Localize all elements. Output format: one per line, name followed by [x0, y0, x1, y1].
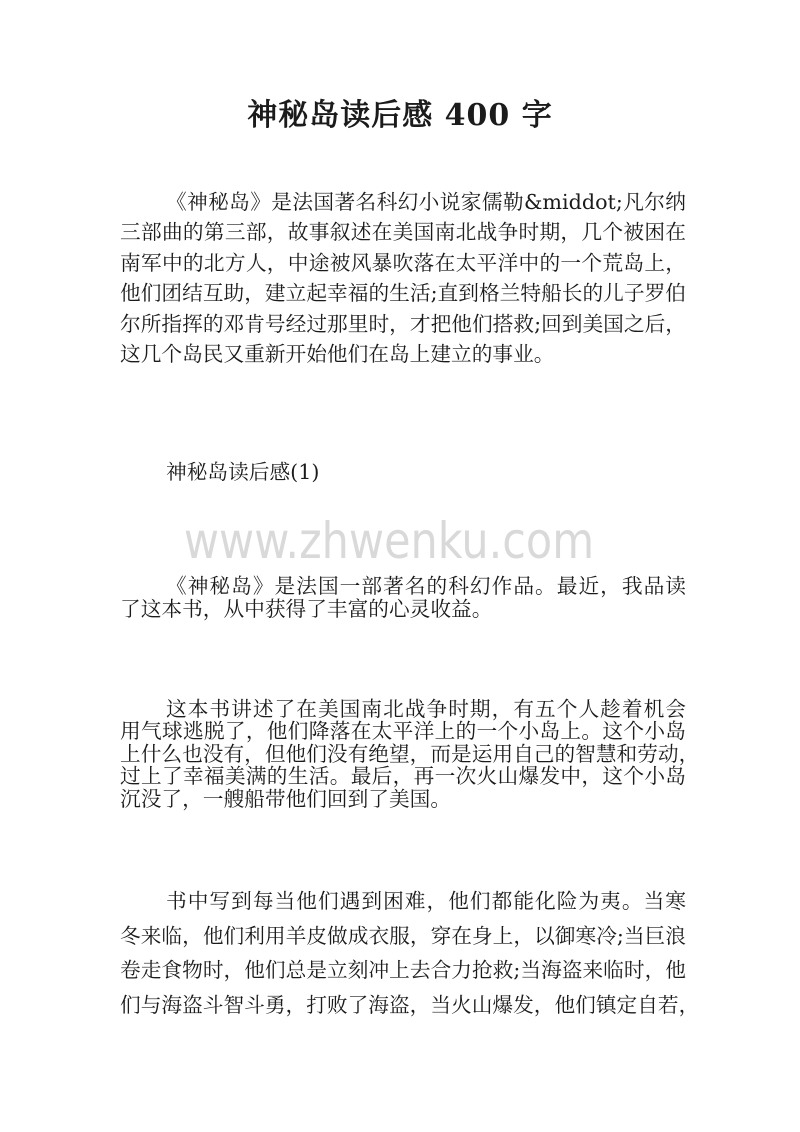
paragraph-review-intro	[120, 575, 686, 620]
paragraph-story-summary	[120, 697, 700, 811]
text-line: 卷走食物时，他们总是立刻冲上去合力抢救;当海盗来临时，他	[120, 958, 686, 983]
text-line: 《神秘岛》是法国一部著名的科幻作品。最近，我品读	[166, 574, 686, 598]
text-line: 书中写到每当他们遇到困难，他们都能化险为夷。当寒	[166, 889, 686, 913]
text-line: 冬来临，他们利用羊皮做成衣服，穿在身上，以御寒冷;当巨浪	[120, 923, 686, 948]
text-line: 用气球逃脱了，他们降落在太平洋上的一个小岛上。这个小岛	[120, 719, 686, 744]
text-line: 沉没了，一艘船带他们回到了美国。	[120, 786, 452, 811]
watermark-text: www.zhwenku.com	[183, 512, 595, 570]
section-heading-1: 神秘岛读后感(1)	[166, 460, 320, 484]
text-line: 南军中的北方人，中途被风暴吹落在太平洋中的一个荒岛上，	[120, 250, 686, 275]
text-line: 上什么也没有，但他们没有绝望，而是运用自己的智慧和劳动，	[120, 741, 700, 766]
text-line: 这几个岛民又重新开始他们在岛上建立的事业。	[120, 341, 555, 366]
text-line: 了这本书，从中获得了丰富的心灵收益。	[120, 596, 493, 621]
document-title: 神秘岛读后感 400 字	[247, 98, 553, 133]
text-line: 《神秘岛》是法国著名科幻小说家儒勒&middot;凡尔纳	[166, 190, 686, 214]
text-line: 尔所指挥的邓肯号经过那里时，才把他们搭救;回到美国之后，	[120, 311, 686, 336]
text-line: 他们团结互助，建立起幸福的生活;直到格兰特船长的儿子罗伯	[120, 281, 686, 306]
text-line: 们与海盗斗智斗勇，打败了海盗，当火山爆发，他们镇定自若，	[120, 992, 700, 1017]
paragraph-intro	[120, 187, 686, 369]
paragraph-difficulties	[120, 884, 700, 1022]
text-line: 三部曲的第三部，故事叙述在美国南北战争时期，几个被困在	[120, 220, 686, 245]
text-line: 这本书讲述了在美国南北战争时期，有五个人趁着机会	[166, 697, 686, 721]
text-line: 过上了幸福美满的生活。最后，再一次火山爆发中，这个小岛	[120, 764, 686, 789]
